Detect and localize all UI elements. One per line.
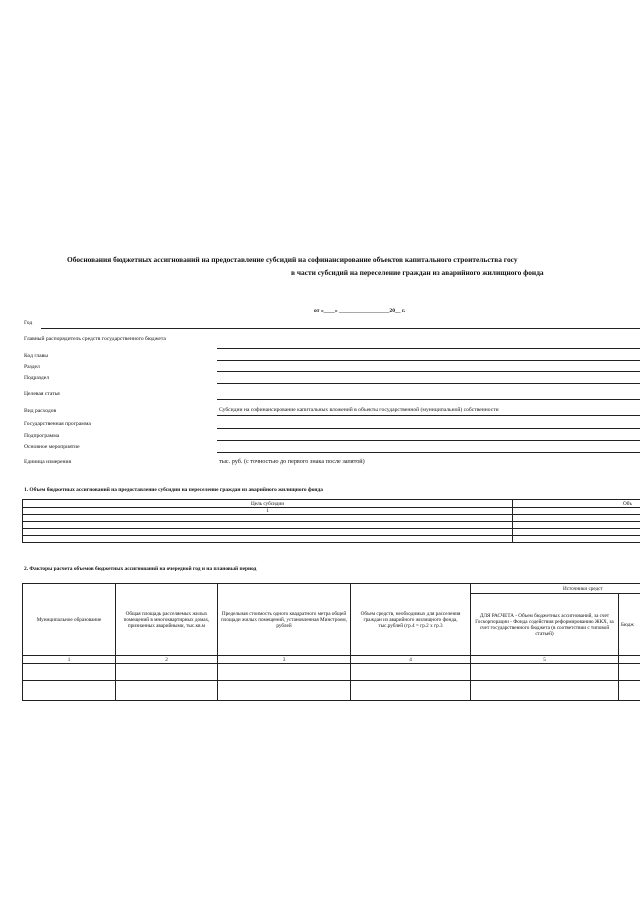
field-line-razdel <box>217 371 640 372</box>
table1-row-cell <box>513 536 640 543</box>
table2-header-municipality: Муниципальное образование <box>23 584 116 656</box>
table1-header-goal: Цель субсидии <box>23 500 513 508</box>
table2-cell <box>471 681 619 701</box>
table2-cell <box>116 664 218 681</box>
field-line-year <box>41 328 640 329</box>
field-line-grbs <box>217 348 640 349</box>
table2-header-area: Общая площадь расселяемых жилых помещений в многоквартирных домах, признанных аварийными, тыс.кв.м <box>116 584 218 656</box>
table2-cell <box>23 681 116 701</box>
table1-row <box>23 515 513 522</box>
table1-num-cell <box>513 508 640 515</box>
table2-header-calc: ДЛЯ РАСЧЕТА - Объем бюджетных ассигнований, за счет Госкорпорации - Фонда содействия реформированию ЖКХ, за счет государственного бюджета (в соответствии с типовой статьей) <box>471 594 619 656</box>
table2-header-price: Предельная стоимость одного квадратного метра общей площади жилых помещений, установленная Минстроем, рублей <box>218 584 351 656</box>
table2-num-1: 1 <box>23 656 116 664</box>
table2-num-5: 5 <box>471 656 619 664</box>
table1-row <box>23 522 513 529</box>
field-label-podprog: Подпрограмма <box>24 433 60 439</box>
field-value-vid: Субсидии на софинансирование капитальных вложений в объекты государственной (муниципальной) собственности <box>219 407 499 413</box>
table2-header-budget: Бюдж <box>619 594 640 656</box>
section2-title: 2. Факторы расчета объемов бюджетных ассигнований на очередной год и на плановый период <box>24 566 257 572</box>
table2-header-sources: Источники средст <box>471 584 640 594</box>
table2-cell <box>351 664 471 681</box>
section2-table <box>22 583 640 701</box>
table2-cell <box>619 664 640 681</box>
field-label-vid: Вид расходов <box>24 408 57 414</box>
field-label-celevaya: Целевая статья <box>24 391 60 397</box>
table2-cell <box>218 681 351 701</box>
table2-cell <box>619 681 640 701</box>
field-line-podprog <box>217 440 640 441</box>
field-line-osn <box>217 452 640 453</box>
field-label-podrazdel: Подраздел <box>24 375 50 381</box>
table2-cell <box>116 681 218 701</box>
field-label-grbs: Главный распорядитель средств государственного бюджета <box>24 336 166 342</box>
field-value-unit: тыс. руб. (с точностью до первого знака после запятой) <box>219 458 365 465</box>
table1-row <box>23 536 513 543</box>
document-title-line1: Обоснования бюджетных ассигнований на предоставление субсидий на софинансирование объектов капитального строительства госу <box>67 255 518 264</box>
field-line-gosprog <box>217 428 640 429</box>
field-label-kod: Код главы <box>24 353 49 359</box>
table2-num-3: 3 <box>218 656 351 664</box>
table1-row-cell <box>513 529 640 536</box>
table1-row-cell <box>513 522 640 529</box>
field-label-razdel: Раздел <box>24 364 40 370</box>
table1-row <box>23 529 513 536</box>
field-line-celevaya <box>217 399 640 400</box>
section1-title: 1. Объем бюджетных ассигнований на предоставление субсидии на переселение граждан из аварийного жилищного фонда <box>24 487 323 493</box>
table2-cell <box>471 664 619 681</box>
field-line-podrazdel <box>217 383 640 384</box>
table2-header-funds: Объем средств, необходимых для расселения граждан из аварийного жилищного фонда, тыс.рублей (гр.4 = гр.2 х гр.3 <box>351 584 471 656</box>
table2-cell <box>23 664 116 681</box>
date-line: от «____» __________________20__ г. <box>314 308 406 314</box>
field-label-gosprog: Государственная программа <box>24 421 91 427</box>
table1-header-volume: Объ <box>513 500 640 508</box>
table2-cell <box>351 681 471 701</box>
table1-num: 1 <box>23 508 513 515</box>
field-line-vid <box>217 415 640 416</box>
table2-num-6 <box>619 656 640 664</box>
field-label-osn: Основное мероприятие <box>24 444 80 450</box>
field-label-year: Год <box>24 320 33 326</box>
section1-table <box>22 499 640 543</box>
table2-cell <box>218 664 351 681</box>
table2-num-4: 4 <box>351 656 471 664</box>
document-title-line2: в части субсидий на переселение граждан из аварийного жилищного фонда <box>291 268 544 277</box>
field-label-unit: Единица измерения <box>24 459 72 465</box>
field-line-kod <box>217 360 640 361</box>
table1-row-cell <box>513 515 640 522</box>
table2-num-2: 2 <box>116 656 218 664</box>
